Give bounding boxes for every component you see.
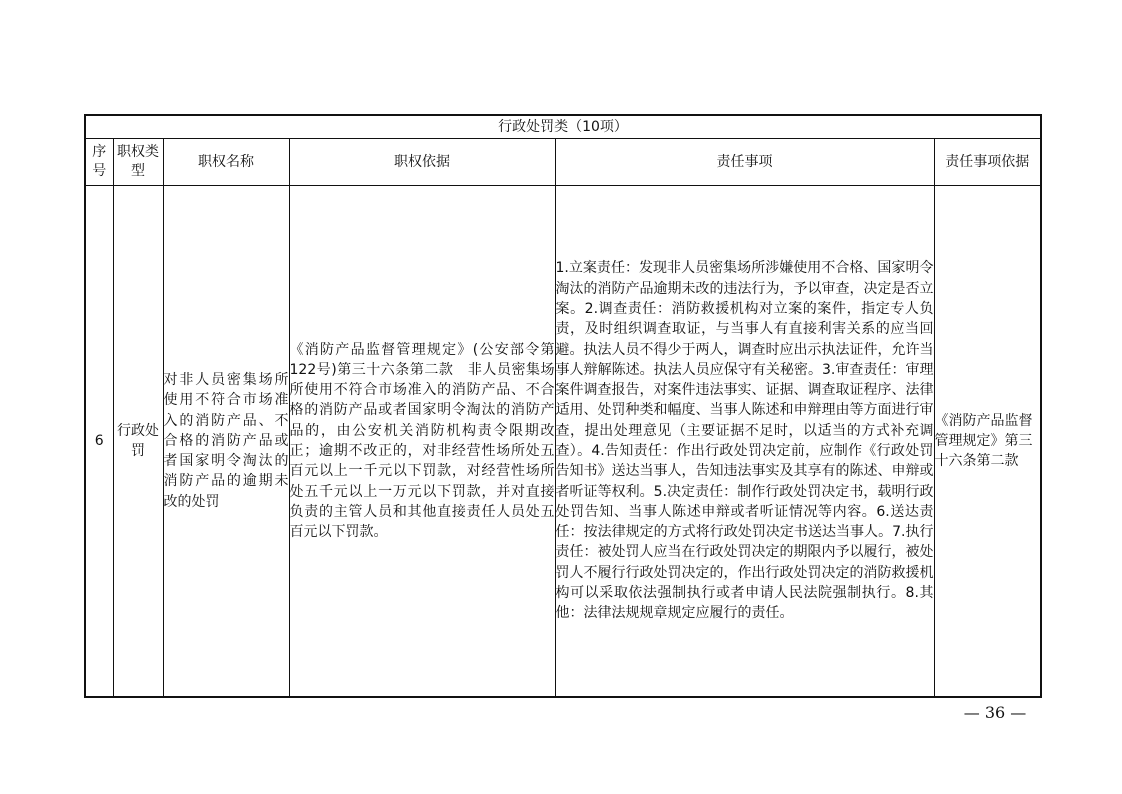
page-number: — 36 — [963, 703, 1027, 722]
header-responsibility: 责任事项 [555, 139, 934, 186]
row-responsibility-basis: 《消防产品监督管理规定》第三十六条第二款 [934, 186, 1041, 698]
header-power-type: 职权类型 [113, 139, 163, 186]
row-power-basis: 《消防产品监督管理规定》(公安部令第122号)第三十六条第二款 非人员密集场所使用不符合市场准入的消防产品、不合格的消防产品或者国家明令淘汰的消防产品的，由公安机关消防机构责令限期改正；逾期不改正的，对非经营性场所处五百元以上一千元以下罚款，对经营性场所处五千元以上一万元以下罚款，并对直接负责的主管人员和其他直接责任人员处五百元以下罚款。 [289, 186, 555, 698]
row-responsibility: 1.立案责任：发现非人员密集场所涉嫌使用不合格、国家明令淘汰的消防产品逾期未改的违法行为，予以审查，决定是否立案。2.调查责任：消防救援机构对立案的案件，指定专人负责，及时组织调查取证，与当事人有直接利害关系的应当回避。执法人员不得少于两人，调查时应出示执法证件，允许当事人辩解陈述。执法人员应保守有关秘密。3.审查责任：审理案件调查报告，对案件违法事实、证据、调查取证程序、法律适用、处罚种类和幅度、当事人陈述和申辩理由等方面进行审查，提出处理意见（主要证据不足时，以适当的方式补充调查）。4.告知责任：作出行政处罚决定前，应制作《行政处罚告知书》送达当事人，告知违法事实及其享有的陈述、申辩或者听证等权利。5.决定责任：制作行政处罚决定书，载明行政处罚告知、当事人陈述申辩或者听证情况等内容。6.送达责任：按法律规定的方式将行政处罚决定书送达当事人。7.执行责任：被处罚人应当在行政处罚决定的期限内予以履行，被处罚人不履行行政处罚决定的，作出行政处罚决定的消防救援机构可以采取依法强制执行或者申请人民法院强制执行。8.其他：法律法规规章规定应履行的责任。 [555, 186, 934, 698]
section-title: 行政处罚类（10项） [85, 115, 1041, 139]
row-power-type: 行政处罚 [113, 186, 163, 698]
row-number: 6 [85, 186, 113, 698]
row-power-name: 对非人员密集场所使用不符合市场准入的消防产品、不合格的消防产品或者国家明令淘汰的消防产品的逾期未改的处罚 [163, 186, 289, 698]
header-number: 序号 [85, 139, 113, 186]
header-power-name: 职权名称 [163, 139, 289, 186]
table-row [85, 186, 1041, 698]
powers-table [84, 114, 1042, 698]
header-power-basis: 职权依据 [289, 139, 555, 186]
header-responsibility-basis: 责任事项依据 [934, 139, 1041, 186]
